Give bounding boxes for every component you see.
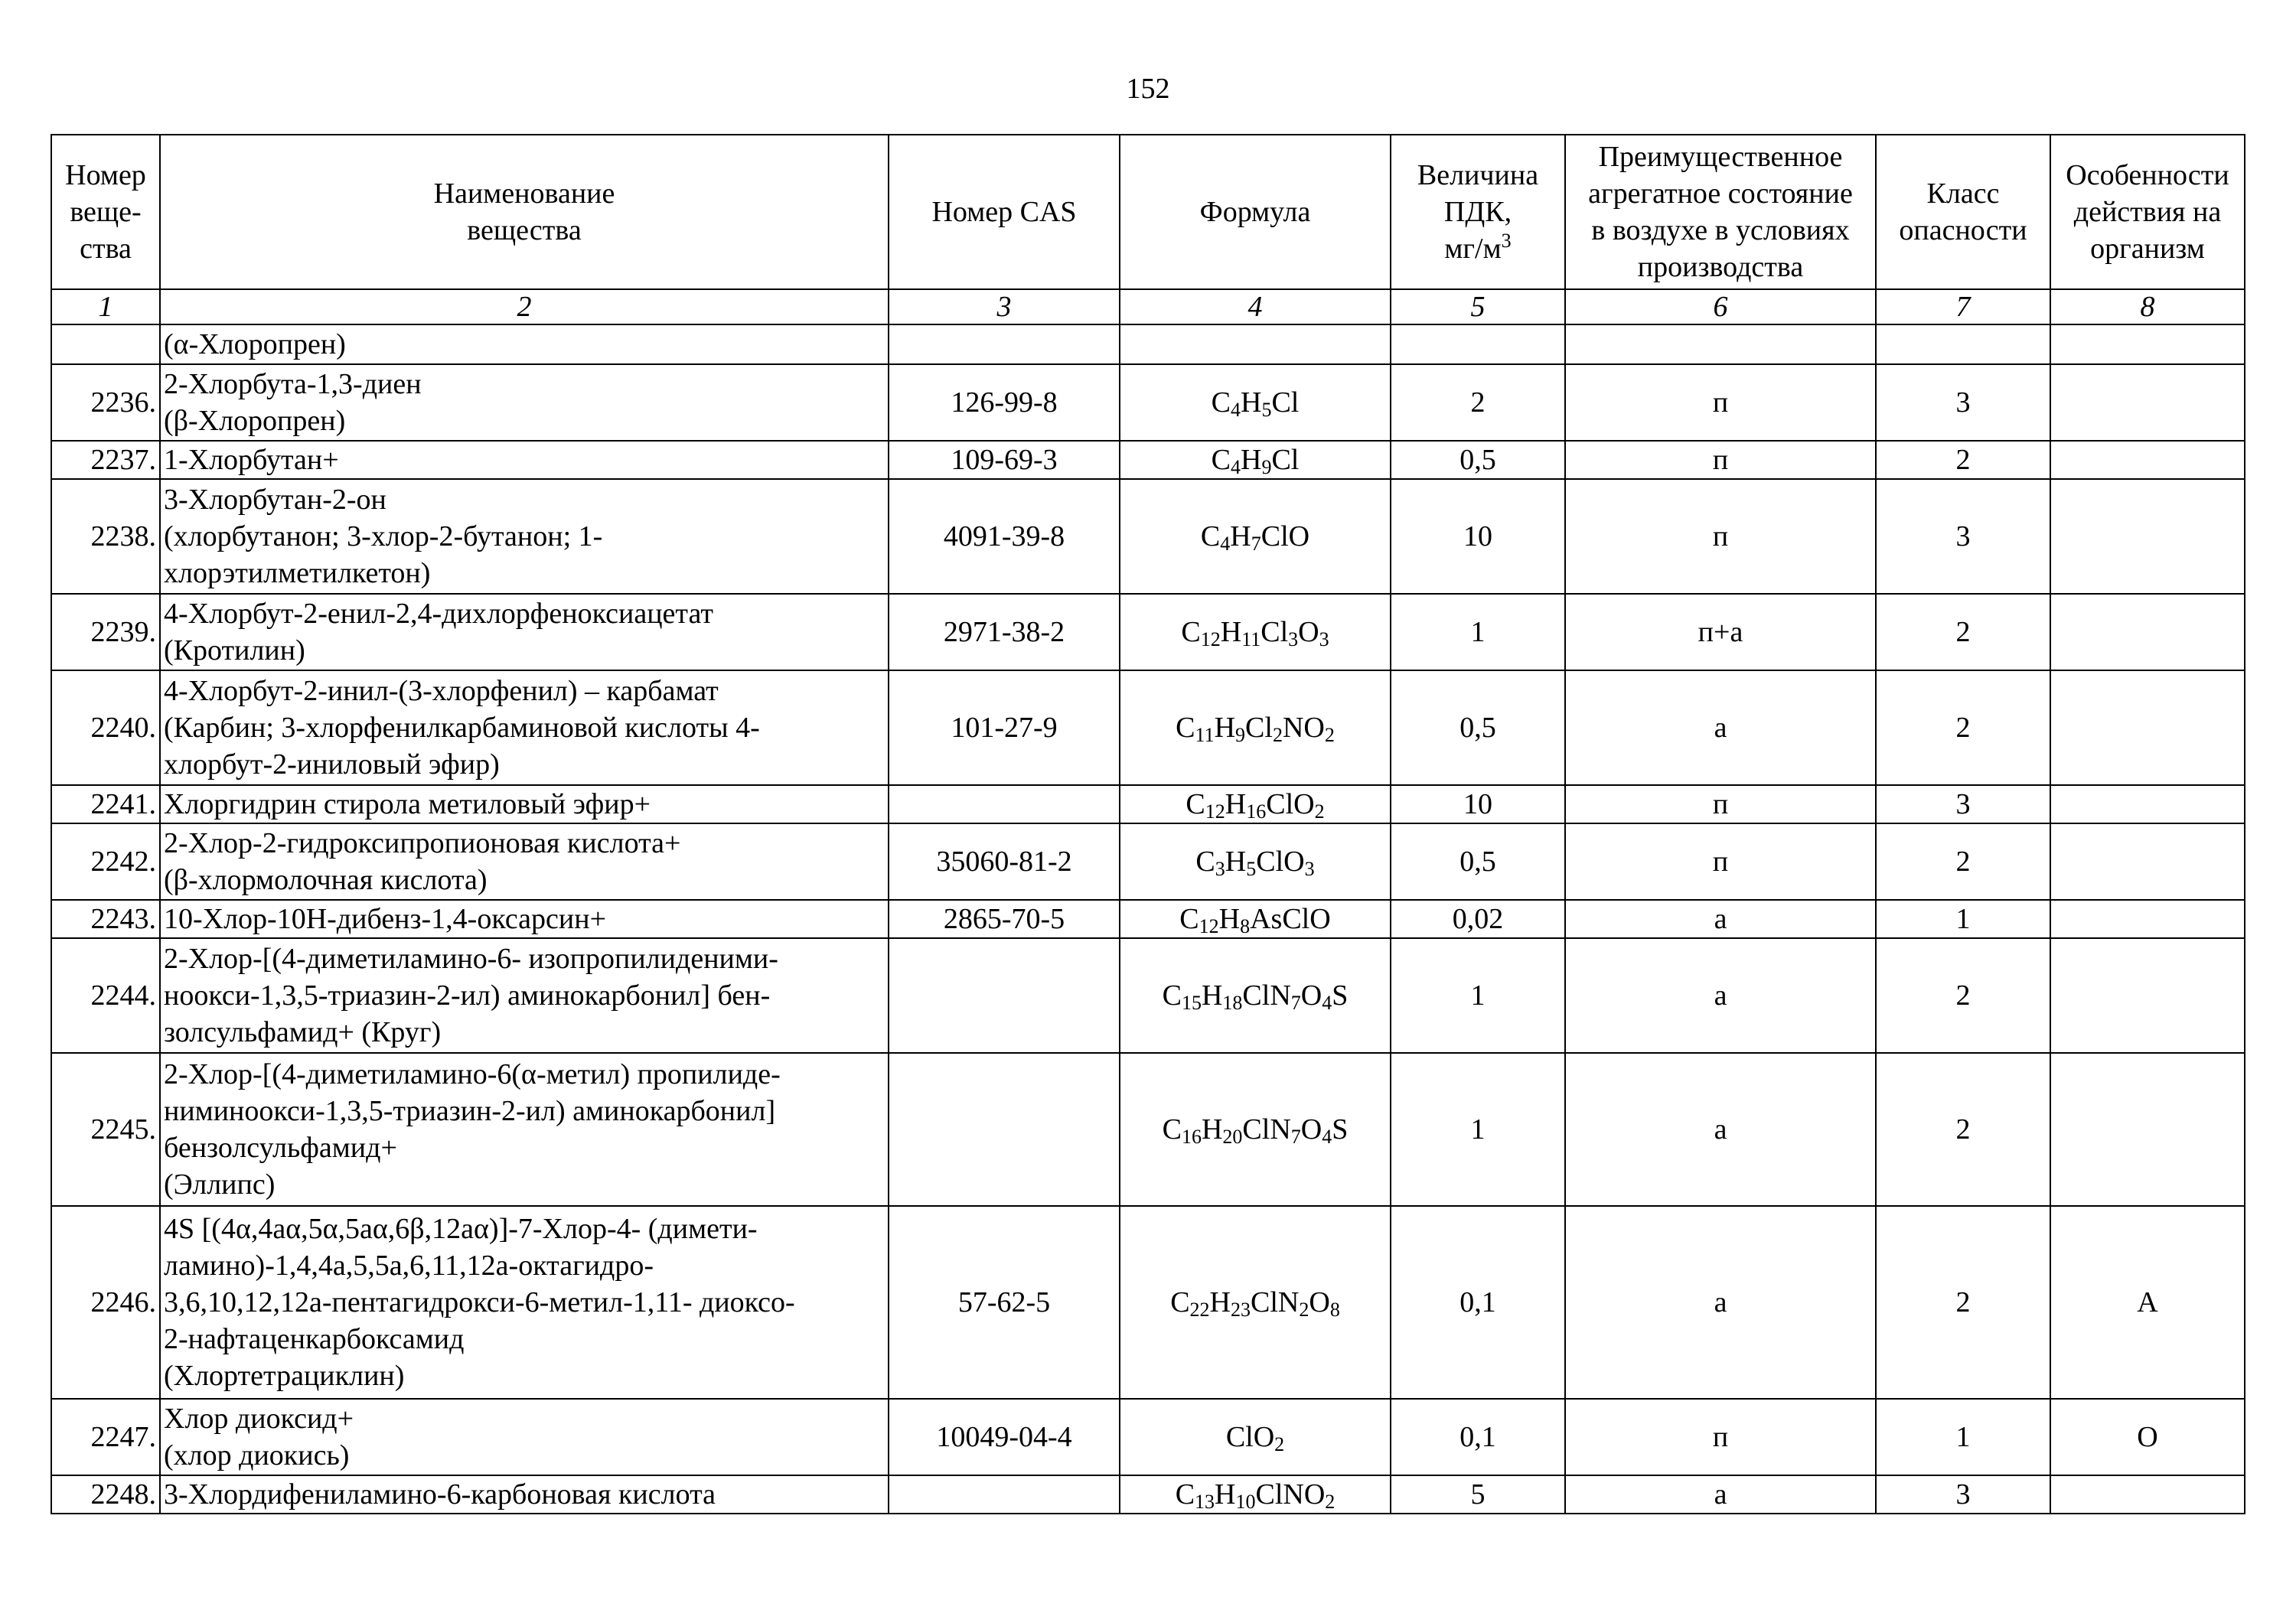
table-row — [51, 670, 2245, 785]
cas-number: 2865-70-5 — [889, 900, 1120, 938]
column-header-8: Особенности действия на организм — [2050, 135, 2245, 289]
hazard-class: 3 — [1876, 1475, 2050, 1514]
cas-number — [889, 938, 1120, 1053]
substance-name: 3-Хлордифениламино-6-карбоновая кислота — [160, 1475, 889, 1514]
column-header-6: Преимущественное агрегатное состояние в воздухе в условиях производства — [1565, 135, 1876, 289]
hazard-class: 1 — [1876, 1399, 2050, 1475]
substance-number: 2239. — [51, 594, 160, 670]
effect-features — [2050, 594, 2245, 670]
hazard-class: 2 — [1876, 938, 2050, 1053]
substance-number: 2244. — [51, 938, 160, 1053]
formula: $C_{12}H_{11}Cl_3O_3$ — [1120, 594, 1391, 670]
substance-name: Хлоргидрин стирола метиловый эфир+ — [160, 785, 889, 823]
pdk-value: 1 — [1391, 938, 1565, 1053]
aggregate-state: п — [1565, 785, 1876, 823]
effect-features — [2050, 324, 2245, 364]
column-number-3: 3 — [889, 289, 1120, 324]
effect-features — [2050, 479, 2245, 594]
table-row — [51, 364, 2245, 441]
pdk-value: 0,5 — [1391, 441, 1565, 479]
substance-name: 10-Хлор-10Н-дибенз-1,4-оксарсин+ — [160, 900, 889, 938]
cas-number: 126-99-8 — [889, 364, 1120, 441]
aggregate-state: п — [1565, 479, 1876, 594]
substance-name: 1-Хлорбутан+ — [160, 441, 889, 479]
cas-number — [889, 1475, 1120, 1514]
formula: $C_{16}H_{20}ClN_7O_4S$ — [1120, 1053, 1391, 1206]
table-row — [51, 1475, 2245, 1514]
hazard-class — [1876, 324, 2050, 364]
substance-name: 2-Хлор-[(4-диметиламино-6- изопропилиденими- ноокси-1,3,5-триазин-2-ил) аминокарбонил] бен- золсульфамид+ (Круг) — [160, 938, 889, 1053]
cas-number — [889, 324, 1120, 364]
substance-number: 2236. — [51, 364, 160, 441]
aggregate-state: п — [1565, 364, 1876, 441]
column-header-7: Класс опасности — [1876, 135, 2050, 289]
cas-number — [889, 785, 1120, 823]
hazard-class: 3 — [1876, 364, 2050, 441]
header-row — [51, 135, 2245, 289]
formula: $C_4H_5Cl$ — [1120, 364, 1391, 441]
cas-number: 4091-39-8 — [889, 479, 1120, 594]
substance-number: 2241. — [51, 785, 160, 823]
effect-features — [2050, 1475, 2245, 1514]
effect-features — [2050, 900, 2245, 938]
substance-name: Хлор диоксид+ (хлор диокись) — [160, 1399, 889, 1475]
formula: $C_3H_5ClO_3$ — [1120, 823, 1391, 900]
hazard-class: 2 — [1876, 823, 2050, 900]
effect-features: О — [2050, 1399, 2245, 1475]
pdk-value: 10 — [1391, 479, 1565, 594]
substance-number: 2238. — [51, 479, 160, 594]
pdk-value: 5 — [1391, 1475, 1565, 1514]
pdk-value: 0,5 — [1391, 670, 1565, 785]
aggregate-state: п — [1565, 823, 1876, 900]
aggregate-state: п — [1565, 441, 1876, 479]
table-row — [51, 594, 2245, 670]
cas-number: 35060-81-2 — [889, 823, 1120, 900]
table-row — [51, 479, 2245, 594]
formula: $C_{13}H_{10}ClNO_2$ — [1120, 1475, 1391, 1514]
substances-table — [51, 134, 2245, 1514]
formula: $C_{22}H_{23}ClN_2O_8$ — [1120, 1206, 1391, 1399]
table-row — [51, 785, 2245, 823]
substance-number: 2242. — [51, 823, 160, 900]
substance-number: 2248. — [51, 1475, 160, 1514]
formula: $C_{15}H_{18}ClN_7O_4S$ — [1120, 938, 1391, 1053]
aggregate-state: а — [1565, 900, 1876, 938]
effect-features — [2050, 1053, 2245, 1206]
substance-name: 4-Хлорбут-2-инил-(3-хлорфенил) – карбамат (Карбин; 3-хлорфенилкарбаминовой кислоты 4- хлорбут-2-иниловый эфир) — [160, 670, 889, 785]
hazard-class: 2 — [1876, 441, 2050, 479]
hazard-class: 2 — [1876, 1053, 2050, 1206]
effect-features — [2050, 823, 2245, 900]
substance-number: 2237. — [51, 441, 160, 479]
aggregate-state: п — [1565, 1399, 1876, 1475]
aggregate-state: а — [1565, 670, 1876, 785]
table-row — [51, 823, 2245, 900]
formula: $C_{12}H_8AsClO$ — [1120, 900, 1391, 938]
aggregate-state: а — [1565, 1206, 1876, 1399]
formula: $C_4H_7ClO$ — [1120, 479, 1391, 594]
aggregate-state — [1565, 324, 1876, 364]
cas-number: 10049-04-4 — [889, 1399, 1120, 1475]
pdk-value: 0,02 — [1391, 900, 1565, 938]
cas-number: 101-27-9 — [889, 670, 1120, 785]
table-body — [51, 324, 2245, 1514]
pdk-value: 1 — [1391, 1053, 1565, 1206]
column-header-5: Величина ПДК, $мг/м^3$ — [1391, 135, 1565, 289]
table-row — [51, 900, 2245, 938]
pdk-value: 0,1 — [1391, 1399, 1565, 1475]
aggregate-state: а — [1565, 1053, 1876, 1206]
hazard-class: 3 — [1876, 785, 2050, 823]
substance-name: 2-Хлор-2-гидроксипропионовая кислота+ (β-хлормолочная кислота) — [160, 823, 889, 900]
substance-number: 2245. — [51, 1053, 160, 1206]
column-header-4: Формула — [1120, 135, 1391, 289]
substance-name: 4-Хлорбут-2-енил-2,4-дихлорфеноксиацетат (Кротилин) — [160, 594, 889, 670]
pdk-value — [1391, 324, 1565, 364]
pdk-value: 2 — [1391, 364, 1565, 441]
column-header-3: Номер CAS — [889, 135, 1120, 289]
cas-number: 109-69-3 — [889, 441, 1120, 479]
substance-number: 2247. — [51, 1399, 160, 1475]
aggregate-state: п+а — [1565, 594, 1876, 670]
table-row — [51, 1399, 2245, 1475]
effect-features — [2050, 364, 2245, 441]
table-row — [51, 938, 2245, 1053]
hazard-class: 3 — [1876, 479, 2050, 594]
hazard-class: 2 — [1876, 670, 2050, 785]
aggregate-state: а — [1565, 1475, 1876, 1514]
substance-name: 3-Хлорбутан-2-он (хлорбутанон; 3-хлор-2-бутанон; 1- хлорэтилметилкетон) — [160, 479, 889, 594]
effect-features: А — [2050, 1206, 2245, 1399]
cas-number: 2971-38-2 — [889, 594, 1120, 670]
substance-number: 2243. — [51, 900, 160, 938]
pdk-value: 0,5 — [1391, 823, 1565, 900]
substance-number: 2246. — [51, 1206, 160, 1399]
substance-number: 2240. — [51, 670, 160, 785]
column-number-7: 7 — [1876, 289, 2050, 324]
pdk-value: 1 — [1391, 594, 1565, 670]
substance-number — [51, 324, 160, 364]
column-number-6: 6 — [1565, 289, 1876, 324]
substance-name: (α-Хлоропрен) — [160, 324, 889, 364]
effect-features — [2050, 441, 2245, 479]
effect-features — [2050, 938, 2245, 1053]
substance-name: 4S [(4α,4aα,5α,5aα,6β,12aα)]-7-Хлор-4- (димети- ламино)-1,4,4a,5,5a,6,11,12a-октагидро- 3,6,10,12,12a-пентагидрокси-6-метил-1,11- диоксо- 2-нафтаценкарбоксамид (Хлортетрациклин) — [160, 1206, 889, 1399]
column-number-2: 2 — [160, 289, 889, 324]
table-row — [51, 324, 2245, 364]
cas-number — [889, 1053, 1120, 1206]
hazard-class: 2 — [1876, 594, 2050, 670]
column-number-8: 8 — [2050, 289, 2245, 324]
substance-name: 2-Хлор-[(4-диметиламино-6(α-метил) пропилиде- ниминоокси-1,3,5-триазин-2-ил) аминокарбонил] бензолсульфамид+ (Эллипс) — [160, 1053, 889, 1206]
column-number-5: 5 — [1391, 289, 1565, 324]
hazard-class: 2 — [1876, 1206, 2050, 1399]
column-header-2: Наименование вещества — [160, 135, 889, 289]
table-row — [51, 1053, 2245, 1206]
formula: ClO$_2$ — [1120, 1399, 1391, 1475]
aggregate-state: а — [1565, 938, 1876, 1053]
page-number: 152 — [1126, 73, 1170, 105]
hazard-class: 1 — [1876, 900, 2050, 938]
table-row — [51, 1206, 2245, 1399]
table-row — [51, 441, 2245, 479]
column-number-row — [51, 289, 2245, 324]
formula: $C_{11}H_9Cl_2NO_2$ — [1120, 670, 1391, 785]
cas-number: 57-62-5 — [889, 1206, 1120, 1399]
substance-name: 2-Хлорбута-1,3-диен (β-Хлоропрен) — [160, 364, 889, 441]
effect-features — [2050, 785, 2245, 823]
pdk-value: 10 — [1391, 785, 1565, 823]
column-number-4: 4 — [1120, 289, 1391, 324]
pdk-value: 0,1 — [1391, 1206, 1565, 1399]
effect-features — [2050, 670, 2245, 785]
column-number-1: 1 — [51, 289, 160, 324]
formula — [1120, 324, 1391, 364]
column-header-1: Номер веще- ства — [51, 135, 160, 289]
formula: $C_{12}H_{16}ClO_2$ — [1120, 785, 1391, 823]
formula: $C_4H_9Cl$ — [1120, 441, 1391, 479]
